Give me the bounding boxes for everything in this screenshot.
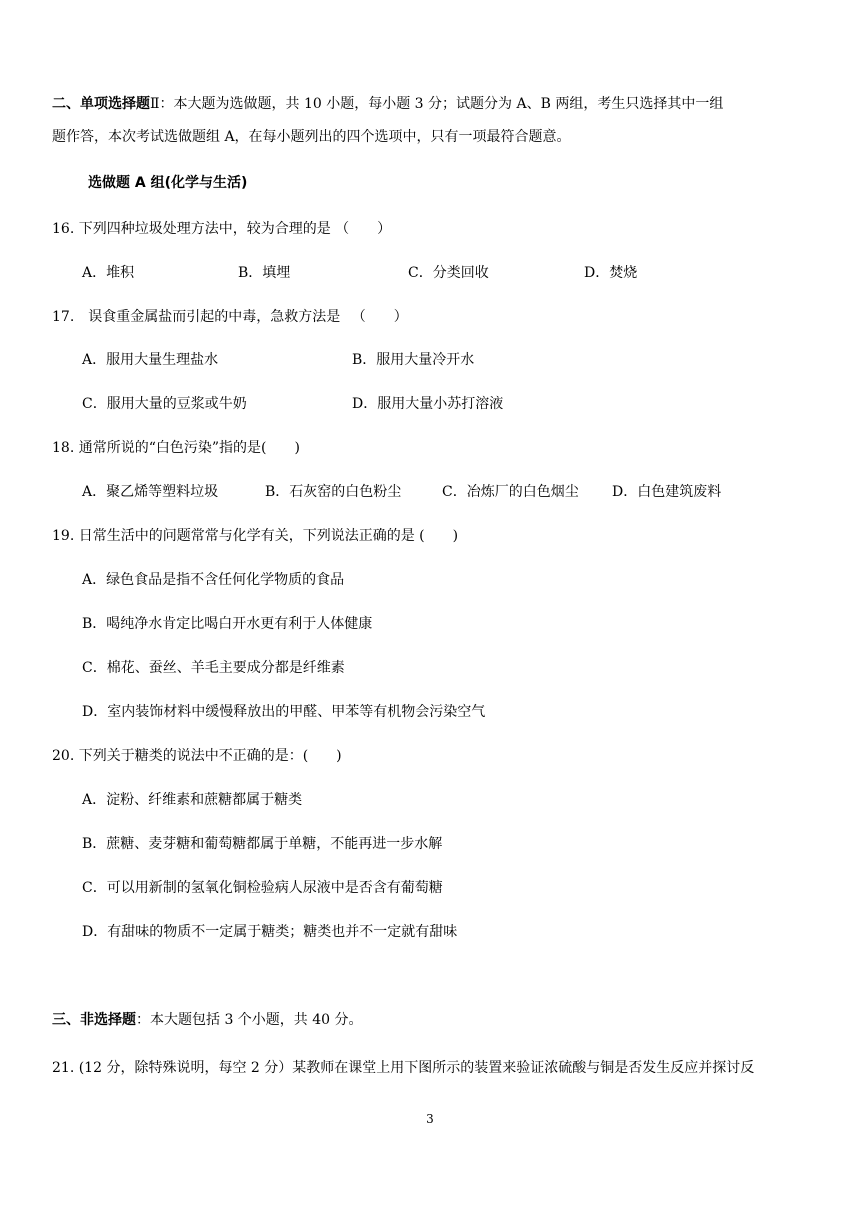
question-17-option-a: A．服用大量生理盐水 [82, 352, 219, 368]
group-title: 选做题 A 组(化学与生活) [88, 175, 248, 191]
question-16-stem: 16. 下列四种垃圾处理方法中，较为合理的是 （ ） [52, 221, 392, 237]
question-19-option-b: B．喝纯净水肯定比喝白开水更有利于人体健康 [82, 616, 373, 632]
section2-intro-text: Ⅱ：本大题为选做题，共 10 小题，每小题 3 分；试题分为 A、B 两组，考生只选择其中一组 [150, 96, 724, 112]
question-18-option-c: C．冶炼厂的白色烟尘 [442, 484, 579, 500]
question-20-stem: 20. 下列关于糖类的说法中不正确的是：( ) [52, 748, 342, 764]
question-18-option-b: B．石灰窑的白色粉尘 [265, 484, 402, 500]
question-21-stem: 21. (12 分，除特殊说明，每空 2 分）某教师在课堂上用下图所示的装置来验证浓硫酸与铜是否发生反应并探讨反 [52, 1060, 755, 1076]
question-18-stem: 18. 通常所说的“白色污染”指的是( ) [52, 440, 300, 456]
question-18-option-d: D．白色建筑废料 [612, 484, 722, 500]
question-19-option-c: C．棉花、蚕丝、羊毛主要成分都是纤维素 [82, 660, 345, 676]
section2-intro-line2: 题作答，本次考试选做题组 A，在每小题列出的四个选项中，只有一项最符合题意。 [52, 129, 571, 145]
question-20-option-c: C．可以用新制的氢氧化铜检验病人尿液中是否含有葡萄糖 [82, 880, 443, 896]
section3-intro-text: ：本大题包括 3 个小题，共 40 分。 [136, 1012, 363, 1028]
section3-intro [52, 1010, 363, 1030]
page-number: 3 [426, 1112, 434, 1126]
question-20-option-a: A．淀粉、纤维素和蔗糖都属于糖类 [82, 792, 303, 808]
section2-intro-line1 [52, 94, 723, 114]
section2-heading: 二、单项选择题 [52, 96, 150, 112]
question-19-stem: 19. 日常生活中的问题常常与化学有关，下列说法正确的是 ( ) [52, 528, 459, 544]
question-18-option-a: A．聚乙烯等塑料垃圾 [82, 484, 219, 500]
question-16-option-a: A．堆积 [82, 265, 135, 281]
question-17-option-d: D．服用大量小苏打溶液 [352, 396, 504, 412]
question-17-stem: 17. 误食重金属盐而引起的中毒，急救方法是 （ ） [52, 309, 408, 325]
question-20-option-d: D．有甜味的物质不一定属于糖类；糖类也并不一定就有甜味 [82, 924, 458, 940]
question-19-option-d: D．室内装饰材料中缓慢释放出的甲醛、甲苯等有机物会污染空气 [82, 704, 486, 720]
question-20-option-b: B．蔗糖、麦芽糖和葡萄糖都属于单糖，不能再进一步水解 [82, 836, 443, 852]
question-16-option-b: B．填埋 [238, 265, 291, 281]
section3-heading: 三、非选择题 [52, 1012, 136, 1028]
question-16-option-c: C．分类回收 [408, 265, 489, 281]
question-19-option-a: A．绿色食品是指不含任何化学物质的食品 [82, 572, 345, 588]
question-17-option-b: B．服用大量冷开水 [352, 352, 475, 368]
question-16-option-d: D．焚烧 [584, 265, 638, 281]
question-17-option-c: C．服用大量的豆浆或牛奶 [82, 396, 247, 412]
